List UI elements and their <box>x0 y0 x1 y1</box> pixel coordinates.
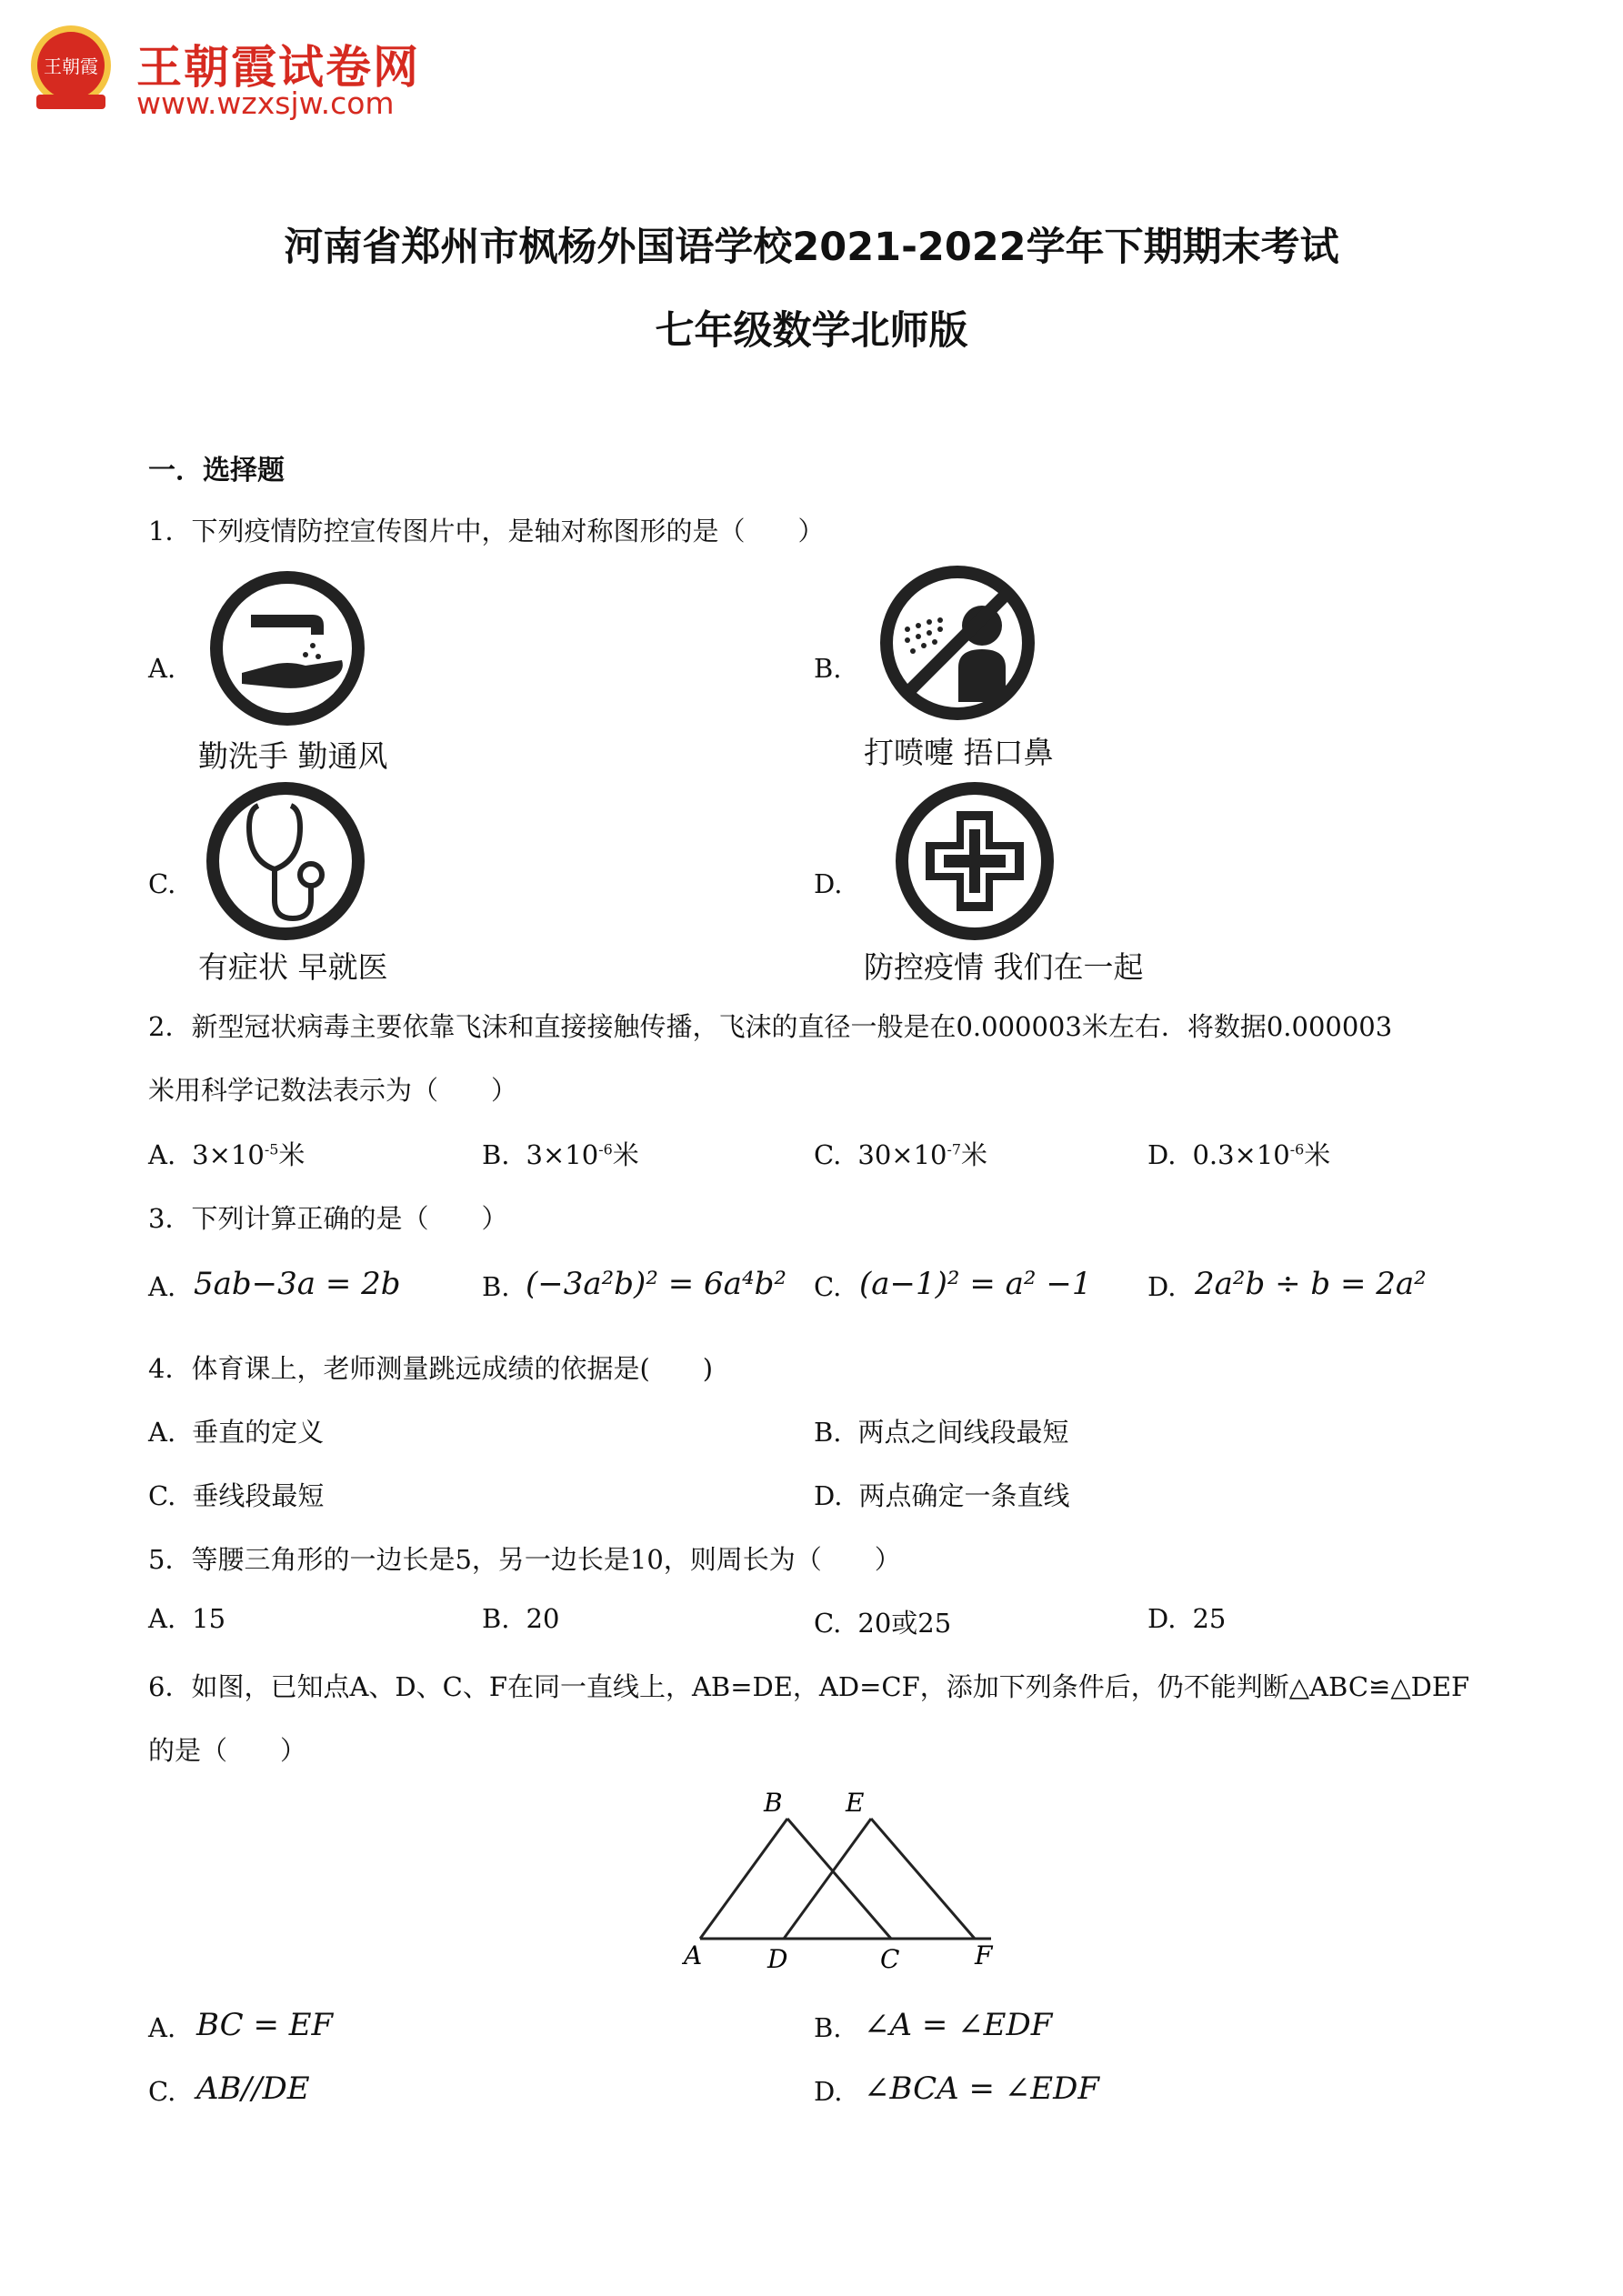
question-1-stem: 1．下列疫情防控宣传图片中，是轴对称图形的是（ ） <box>148 516 825 546</box>
q5-option-a <box>148 1603 225 1634</box>
q2-option-a-exp: -5 <box>264 1140 279 1158</box>
question-6-stem-line1: 6．如图，已知点A、D、C、F在同一直线上，AB=DE，AD=CF，添加下列条件后，仍不能判断△ABC≌△DEF <box>148 1671 1470 1702</box>
segment-bc <box>787 1819 891 1939</box>
q2-option-b-label: B. <box>482 1139 510 1170</box>
question-6-stem-line2: 的是（ ） <box>148 1735 307 1766</box>
q6-option-a-expr: BC = EF <box>196 2007 334 2043</box>
q3-option-a-expr: 5ab−3a = 2b <box>194 1266 401 1302</box>
point-label-b: B <box>764 1788 783 1818</box>
q4-option-c-text: 垂线段最短 <box>192 1480 325 1511</box>
q4-option-c <box>148 1476 324 1513</box>
logo-name: 王朝霞试卷网 <box>136 41 420 94</box>
q6-option-b-label: B. <box>814 2012 842 2043</box>
q5-option-c-text: 20或25 <box>857 1608 952 1639</box>
q4-option-b-text: 两点之间线段最短 <box>857 1417 1069 1448</box>
q6-option-a-label: A. <box>148 2012 176 2043</box>
q2-option-b-base: 3×10 <box>526 1139 599 1170</box>
q2-option-a <box>148 1135 305 1172</box>
q1-option-d-caption: 防控疫情 我们在一起 <box>864 949 1144 985</box>
q1-option-d-label: D. <box>814 868 843 899</box>
q1-option-a-caption: 勤洗手 勤通风 <box>198 738 388 774</box>
q4-option-c-label: C. <box>148 1480 176 1511</box>
hand-washing-icon <box>205 571 369 726</box>
q5-option-b-label: B. <box>482 1603 510 1634</box>
q2-option-b-unit: 米 <box>612 1139 639 1170</box>
q6-option-b-expr: ∠A = ∠EDF <box>864 2007 1053 2043</box>
q2-option-d <box>1147 1135 1330 1172</box>
q1-option-c-caption: 有症状 早就医 <box>198 949 388 985</box>
q2-option-d-label: D. <box>1147 1139 1177 1170</box>
q2-option-c-base: 30×10 <box>857 1139 947 1170</box>
stethoscope-icon <box>202 782 370 941</box>
q2-option-b-exp: -6 <box>598 1140 613 1158</box>
q6-option-c-label: C. <box>148 2076 176 2107</box>
q2-option-a-base: 3×10 <box>192 1139 265 1170</box>
q4-option-a-label: A. <box>148 1417 176 1448</box>
point-label-a: A <box>684 1940 703 1970</box>
site-logo <box>25 24 420 124</box>
q3-option-b-label: B. <box>482 1271 510 1302</box>
q5-option-b <box>482 1603 559 1634</box>
q3-option-d-expr: 2a²b ÷ b = 2a² <box>1195 1266 1427 1302</box>
q6-option-d-expr: ∠BCA = ∠EDF <box>864 2070 1099 2107</box>
q4-option-d <box>814 1476 1069 1513</box>
q5-option-d <box>1147 1603 1226 1634</box>
q4-option-b <box>814 1412 1069 1449</box>
point-label-d: D <box>767 1944 788 1974</box>
triangle-figure <box>673 1782 1018 1982</box>
q4-option-b-label: B. <box>814 1417 842 1448</box>
q2-option-d-exp: -6 <box>1289 1140 1305 1158</box>
question-4-stem: 4．体育课上，老师测量跳远成绩的依据是( ) <box>148 1353 714 1384</box>
point-label-c: C <box>880 1944 900 1974</box>
q4-option-d-text: 两点确定一条直线 <box>858 1480 1070 1511</box>
q3-option-a-label: A. <box>148 1271 176 1302</box>
q1-option-b-caption: 打喷嚏 捂口鼻 <box>864 735 1054 770</box>
segment-ef <box>871 1819 975 1939</box>
q1-option-b-label: B. <box>814 653 842 684</box>
q4-option-d-label: D. <box>814 1480 843 1511</box>
question-5-stem: 5．等腰三角形的一边长是5，另一边长是10，则周长为（ ） <box>148 1544 901 1575</box>
q6-option-d-label: D. <box>814 2076 843 2107</box>
q2-option-a-label: A. <box>148 1139 176 1170</box>
q5-option-a-label: A. <box>148 1603 176 1634</box>
q2-option-b <box>482 1135 639 1172</box>
medical-cross-icon <box>891 782 1059 941</box>
question-3-stem: 3．下列计算正确的是（ ） <box>148 1203 508 1234</box>
logo-badge-icon <box>25 24 116 115</box>
q5-option-b-text: 20 <box>526 1603 560 1634</box>
q2-option-c-unit: 米 <box>961 1139 988 1170</box>
q2-option-a-unit: 米 <box>278 1139 306 1170</box>
q3-option-c-expr: (a−1)² = a² −1 <box>859 1266 1092 1302</box>
q6-option-c-expr: AB//DE <box>196 2070 310 2107</box>
segment-de <box>784 1819 871 1939</box>
q5-option-d-text: 25 <box>1192 1603 1227 1634</box>
point-label-f: F <box>975 1940 993 1970</box>
question-2-stem-line2: 米用科学记数法表示为（ ） <box>148 1075 518 1106</box>
exam-subtitle: 七年级数学北师版 <box>655 308 968 354</box>
question-2-stem-line1: 2．新型冠状病毒主要依靠飞沫和直接接触传播，飞沫的直径一般是在0.000003米左右．将数据0.000003 <box>148 1011 1393 1042</box>
q3-option-b-expr: (−3a²b)² = 6a⁴b² <box>526 1266 786 1302</box>
q5-option-a-text: 15 <box>192 1603 226 1634</box>
q2-option-c-exp: -7 <box>947 1140 962 1158</box>
q4-option-a <box>148 1412 324 1449</box>
logo-url: www.wzxsjw.com <box>136 85 395 121</box>
q2-option-d-base: 0.3×10 <box>1192 1139 1290 1170</box>
q2-option-d-unit: 米 <box>1304 1139 1331 1170</box>
no-sneeze-icon <box>871 566 1044 720</box>
exam-title: 河南省郑州市枫杨外国语学校2021-2022学年下期期末考试 <box>284 225 1339 270</box>
q3-option-d-label: D. <box>1147 1271 1177 1302</box>
q1-option-a-label: A. <box>148 653 176 684</box>
q4-option-a-text: 垂直的定义 <box>192 1417 325 1448</box>
segment-ab <box>700 1819 787 1939</box>
section-heading: 一．选择题 <box>148 455 285 486</box>
q5-option-d-label: D. <box>1147 1603 1177 1634</box>
logo-badge-text: 王朝霞 <box>44 55 98 77</box>
q5-option-c <box>814 1603 951 1640</box>
q5-option-c-label: C. <box>814 1608 842 1639</box>
point-label-e: E <box>846 1788 865 1818</box>
q3-option-c-label: C. <box>814 1271 842 1302</box>
q2-option-c-label: C. <box>814 1139 842 1170</box>
q1-option-c-label: C. <box>148 868 176 899</box>
q2-option-c <box>814 1135 987 1172</box>
